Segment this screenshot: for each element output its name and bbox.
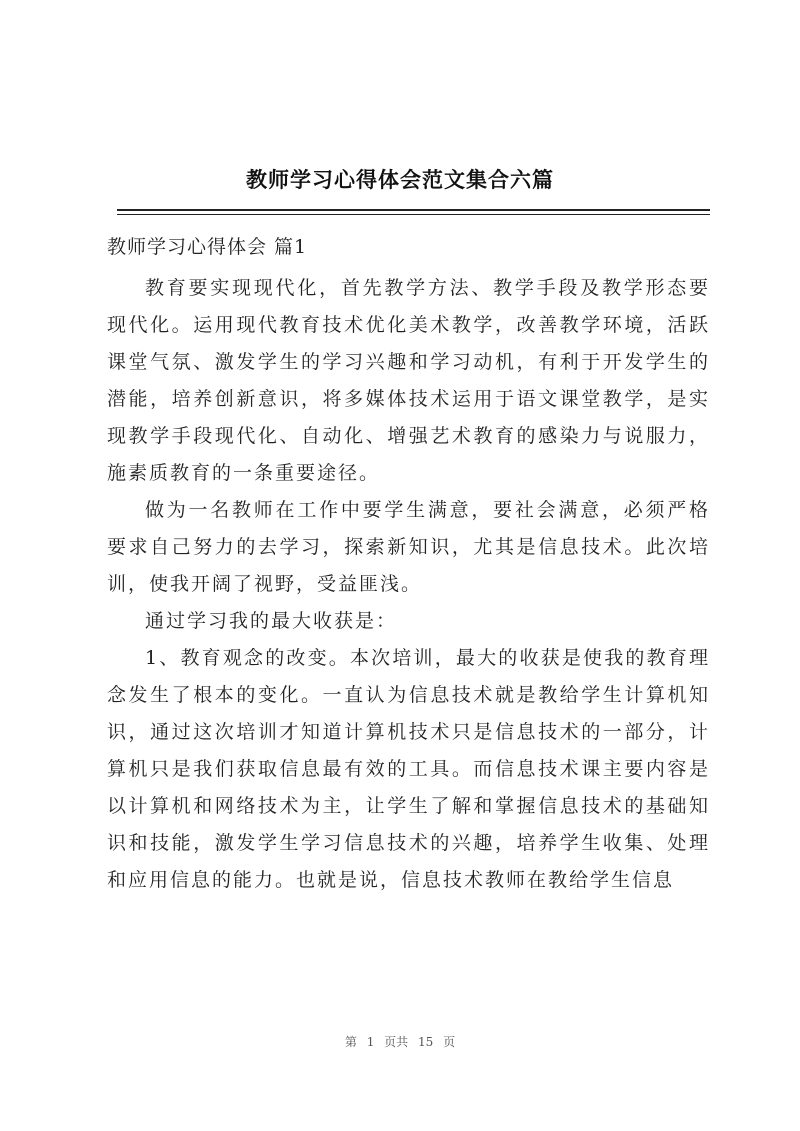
paragraph-3: 通过学习我的最大收获是： (145, 610, 398, 632)
paragraph-4: 1、教育观念的改变。本次培训，最大的收获是使我的教育理念发生了根本的变化。一直认为信息技术就是教给学生计算机知识，通过这次培训才知道计算机技术只是信息技术的一部分，计算机只是我们获取信息最有效的工具。而信息技术课主要内容是以计算机和网络技术为主，让学生了解和掌握信息技术的基础知识和技能，激发学生学习信息技术的兴趣，培养学生收集、处理和应用信息的能力。也就是说，信息技术教师在教给学生信息 (107, 647, 710, 891)
document-body (107, 270, 710, 899)
paragraph-2: 做为一名教师在工作中要学生满意，要社会满意，必须严格要求自己努力的去学习，探索新知识，尤其是信息技术。此次培训，使我开阔了视野，受益匪浅。 (107, 499, 710, 595)
document-title: 教师学习心得体会范文集合六篇 (246, 167, 554, 192)
paragraph-1: 教育要实现现代化，首先教学方法、教学手段及教学形态要现代化。运用现代教育技术优化美术教学，改善教学环境，活跃课堂气氛、激发学生的学习兴趣和学习动机，有利于开发学生的潜能，培养创新意识，将多媒体技术运用于语文课堂教学，是实现教学手段现代化、自动化、增强艺术教育的感染力与说服力，施素质教育的一条重要途径。 (107, 277, 710, 484)
title-rule-thick (117, 209, 710, 211)
page-footer: 第 1 页共 15 页 (344, 1035, 456, 1049)
title-rule-thin (117, 214, 710, 215)
section-heading: 教师学习心得体会 篇1 (107, 236, 308, 258)
